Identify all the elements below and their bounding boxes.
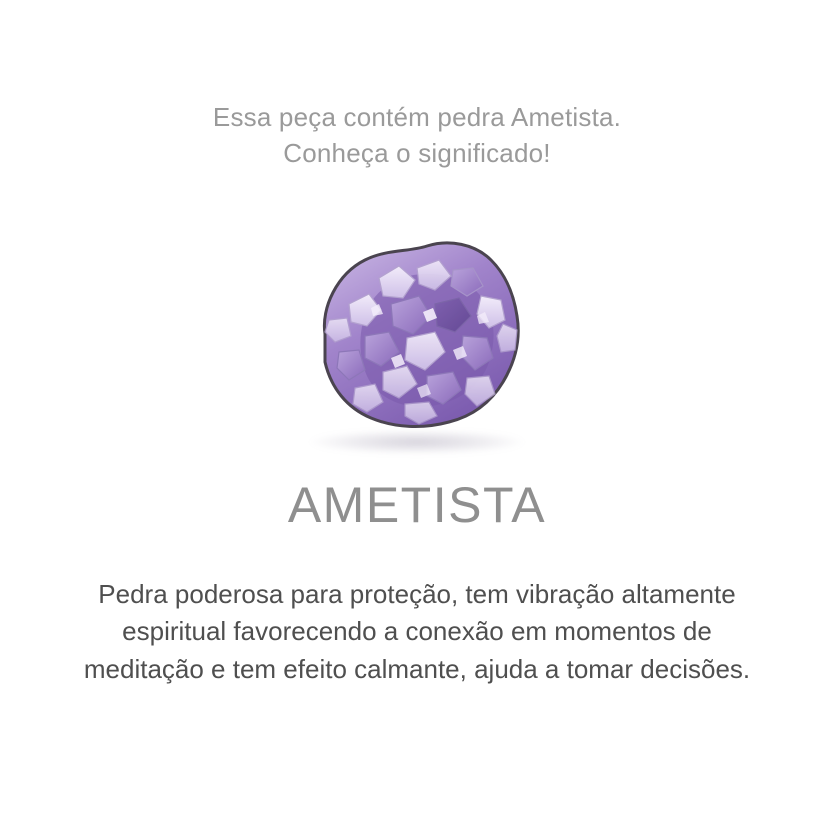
intro-line-1: Essa peça contém pedra Ametista.	[212, 102, 622, 132]
intro-line-2: Conheça o significado!	[283, 137, 551, 168]
amethyst-geode-icon	[267, 212, 567, 462]
amethyst-illustration	[267, 212, 567, 462]
stone-description: Pedra poderosa para proteção, tem vibração altamente espiritual favorecendo a conexão em momentos de meditação e tem efeito calmante, ajuda a tomar decisões.	[83, 578, 751, 685]
stone-name: AMETISTA	[287, 476, 547, 533]
intro-text	[213, 100, 621, 172]
